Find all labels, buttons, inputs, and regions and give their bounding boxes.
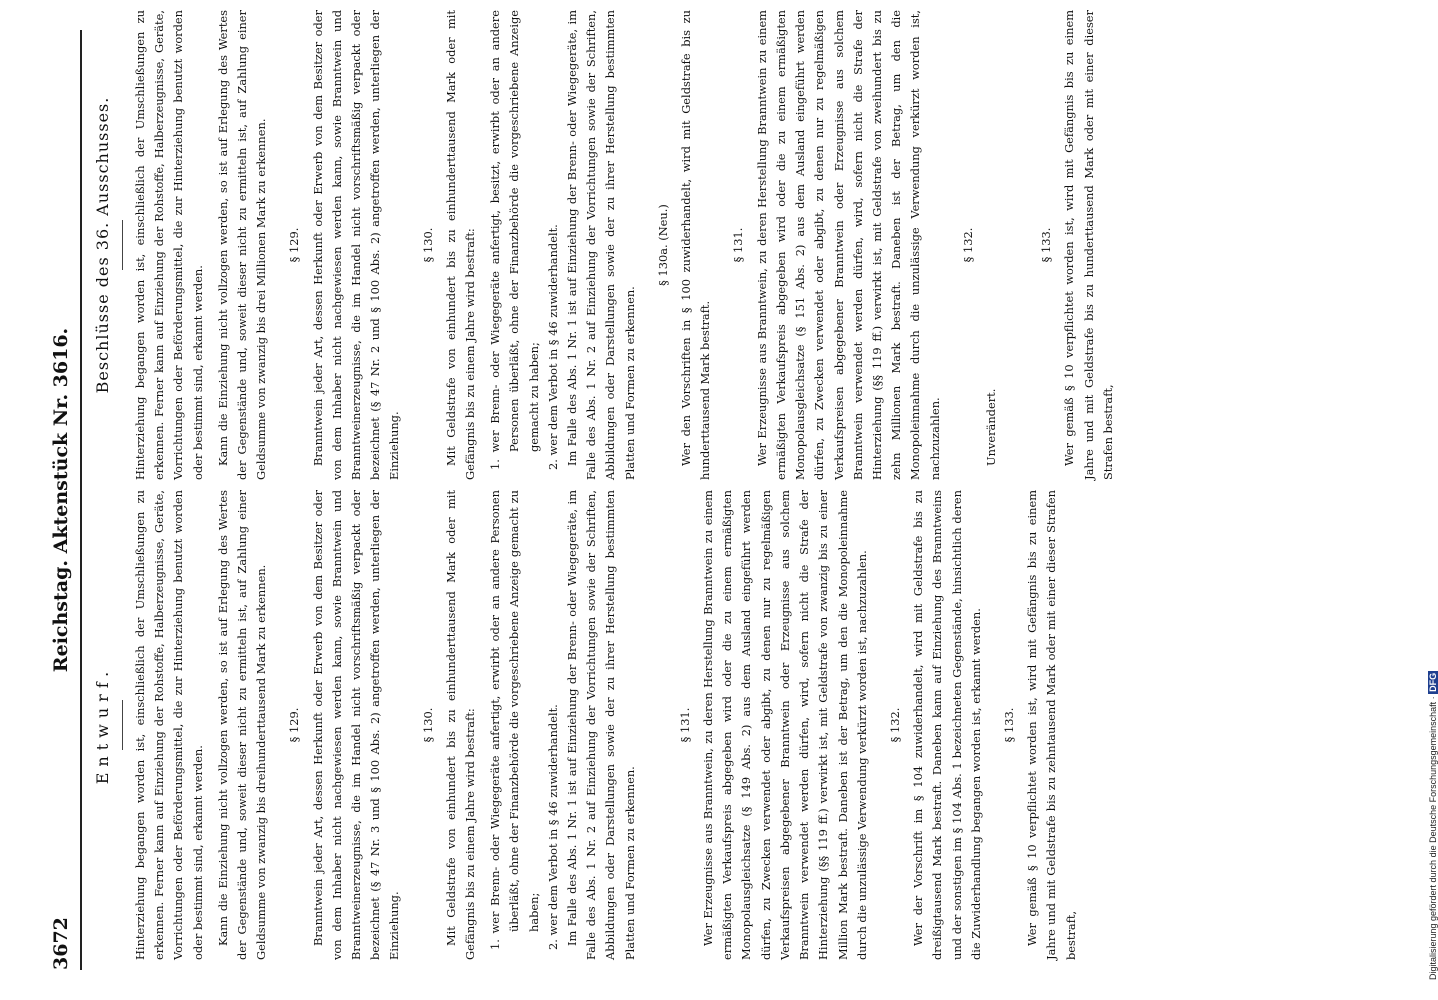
section-heading: § 130a. (Neu.) [655,204,670,286]
section-heading: § 132. [887,707,902,743]
paragraph: Mit Geldstrafe von einhundert bis zu einhunderttausend Mark oder mit Gefängnis bis zu einem Jahre wird bestraft: [443,10,478,480]
list-item: 2. wer dem Verbot in § 46 zuwiderhandelt. [545,704,560,950]
paragraph: Kann die Einziehung nicht vollzogen werden, so ist auf Erlegung des Wertes der Gegenstände und, soweit dieser nicht zu ermitteln ist, auf Zahlung einer Geldsumme von zwanzig bis dreihunderttausend Mark zu erkennen. [215,490,269,960]
paragraph: Wer der Vorschrift im § 104 zuwiderhandelt, wird mit Geldstrafe bis zu dreißigtausend Mark bestraft. Daneben kann auf Einziehung des Branntweins und der sonstigen im § 104 Abs. 1 bezeichneten Gegenstände, hinsichtlich deren die Zuwiderhandlung begangen worden ist, erkannt werden. [911,490,983,960]
paragraph: Wer Erzeugnisse aus Branntwein, zu deren Herstellung Branntwein zu einem ermäßigten Verkaufspreis abgegeben wird oder die zu einem ermäßigten Monopolausgleichsatze (§ 149 Abs. 2) aus dem Ausland eingeführt werden dürfen, zu Zwecken verwendet oder abgibt, zu denen nur zu regelmäßigen Verkaufspreisen abgegebener Branntwein oder Erzeugnisse aus solchem Branntwein verwendet werden dürfen, wird, sofern nicht die Strafe der Hinterziehung (§§ 119 ff.) verwirkt ist, mit Geldstrafe von zwanzig bis zu einer Million Mark bestraft. Daneben ist der Betrag, um den die Monopoleinnahme durch die unzulässige Verwendung verkürzt worden ist, nachzuzahlen. [701,490,869,960]
section-heading: § 132. [960,227,975,263]
section-heading: § 133. [1039,227,1054,263]
paragraph: Wer den Vorschriften in § 100 zuwiderhandelt, wird mit Geldstrafe bis zu hunderttausend Mark bestraft. [679,10,713,480]
left-column-heading: Entwurf. [93,665,112,785]
paragraph: Wer gemäß § 10 verpflichtet worden ist, wird mit Gefängnis bis zu einem Jahre und mit Geldstrafe bis zu zehntausend Mark oder mit einer dieser Strafen bestraft, [1025,490,1078,960]
paragraph: Im Falle des Abs. 1 Nr. 1 ist auf Einziehung der Brenn- oder Wiegegeräte, im Falle des Abs. 1 Nr. 2 auf Einziehung der Vorrichtungen sowie der Schriften, Abbildungen oder Darstellungen sowie der zu ihrer Herstellung bestimmten Platten und Formen zu erkennen. [565,10,637,480]
divider [122,700,123,750]
dfg-logo: DFG [1428,672,1438,692]
paragraph: Wer Erzeugnisse aus Branntwein, zu deren Herstellung Branntwein zu einem ermäßigten Verkaufspreis abgegeben wird oder die zu einem ermäßigten Monopolausgleichsatze (§ 151 Abs. 2) aus dem Ausland eingeführt werden dürfen, zu Zwecken verwendet oder abgibt, zu denen nur zu regelmäßigen Verkaufspreisen abgegebener Branntwein oder Erzeugnisse aus solchem Branntwein verwendet werden dürfen, wird, sofern nicht die Strafe der Hinterziehung (§§ 119 ff.) verwirkt ist, mit Geldstrafe von zweihundert bis zu zehn Millionen Mark bestraft. Daneben ist der Betrag, um den die Monopoleinnahme durch die unzulässige Verwendung verkürzt worden ist, nachzuzahlen. [754,10,942,480]
section-heading: § 130. [420,707,435,743]
paragraph: Unverändert. [983,388,998,466]
paragraph: Hinterziehung begangen worden ist, einschließlich der Umschließungen zu erkennen. Ferner kann auf Einziehung der Rohstoffe, Halberzeugnisse, Geräte, Vorrichtungen oder Beförderungsmittel, die zur Hinterziehung benutzt worden oder bestimmt sind, erkannt werden. [133,10,205,480]
digitization-credit: Digitalisierung gefördert durch die Deutsche Forschungsgemeinschaft · DFG [1428,672,1438,980]
paragraph: Branntwein jeder Art, dessen Herkunft oder Erwerb von dem Besitzer oder von dem Inhaber nicht nachgewiesen werden kann, sowie Branntwein und Branntweinerzeugnisse, die im Handel nicht vorschriftsmäßig verpackt oder bezeichnet (§ 47 Nr. 3 und § 100 Abs. 2) angetroffen werden, unterliegen der Einziehung. [310,490,402,960]
page-title: Reichstag. Aktenstück Nr. 3616. [50,327,72,673]
left-column [86,490,1434,960]
page-header [50,30,80,970]
section-heading: § 133. [1001,707,1016,743]
page-number: 3672 [50,917,72,970]
right-column-heading: Beschlüsse des 36. Ausschusses. [93,96,112,394]
paragraph: Im Falle des Abs. 1 Nr. 1 ist auf Einziehung der Brenn- oder Wiegegeräte, im Falle des Abs. 1 Nr. 2 auf Einziehung der Vorrichtungen sowie der Schriften, Abbildungen oder Darstellungen sowie der zu ihrer Herstellung bestimmten Platten und Formen zu erkennen. [565,490,637,960]
section-heading: § 131. [731,227,746,263]
paragraph: Branntwein jeder Art, dessen Herkunft oder Erwerb von dem Besitzer oder von dem Inhaber nicht nachgewiesen werden kann, sowie Branntwein und Branntweinerzeugnisse, die im Handel nicht vorschriftsmäßig verpackt oder bezeichnet (§ 47 Nr. 2 und § 100 Abs. 2) angetroffen werden, unterliegen der Einziehung. [310,10,402,480]
section-heading: § 129. [287,707,302,743]
list-item: 1. wer Brenn- oder Wiegegeräte anfertigt, besitzt, erwirbt oder an andere Personen überläßt, ohne der Finanzbehörde die vorgeschriebene Anzeige gemacht zu haben; [488,10,541,470]
header-rule [80,30,82,970]
paragraph: Kann die Einziehung nicht vollzogen werden, so ist auf Erlegung des Wertes der Gegenstände und, soweit dieser nicht zu ermitteln ist, auf Zahlung einer Geldsumme von zwanzig bis drei Millionen Mark zu erkennen. [215,10,269,480]
section-heading: § 129. [287,227,302,263]
paragraph: Wer gemäß § 10 verpflichtet worden ist, wird mit Gefängnis bis zu einem Jahre und mit Geldstrafe bis zu hunderttausend Mark oder mit einer dieser Strafen bestraft, [1062,10,1115,480]
paragraph: Hinterziehung begangen worden ist, einschließlich der Umschließungen zu erkennen. Ferner kann auf Einziehung der Rohstoffe, Halberzeugnisse, Geräte, Vorrichtungen oder Beförderungsmittel, die zur Hinterziehung benutzt worden oder bestimmt sind, erkannt werden. [133,490,205,960]
list-item: 1. wer Brenn- oder Wiegegeräte anfertigt, erwirbt oder an andere Personen überläßt, ohne der Finanzbehörde die vorgeschriebene Anzeige gemacht zu haben; [488,490,541,950]
credit-text: Digitalisierung gefördert durch die Deutsche Forschungsgemeinschaft [1428,701,1438,980]
section-heading: § 131. [677,707,692,743]
divider [122,220,123,270]
paragraph: Mit Geldstrafe von einhundert bis zu einhunderttausend Mark oder mit Gefängnis bis zu einem Jahre wird bestraft: [443,490,478,960]
right-column [86,10,1434,480]
section-heading: § 130. [420,227,435,263]
list-item: 2. wer dem Verbot in § 46 zuwiderhandelt. [545,224,560,470]
